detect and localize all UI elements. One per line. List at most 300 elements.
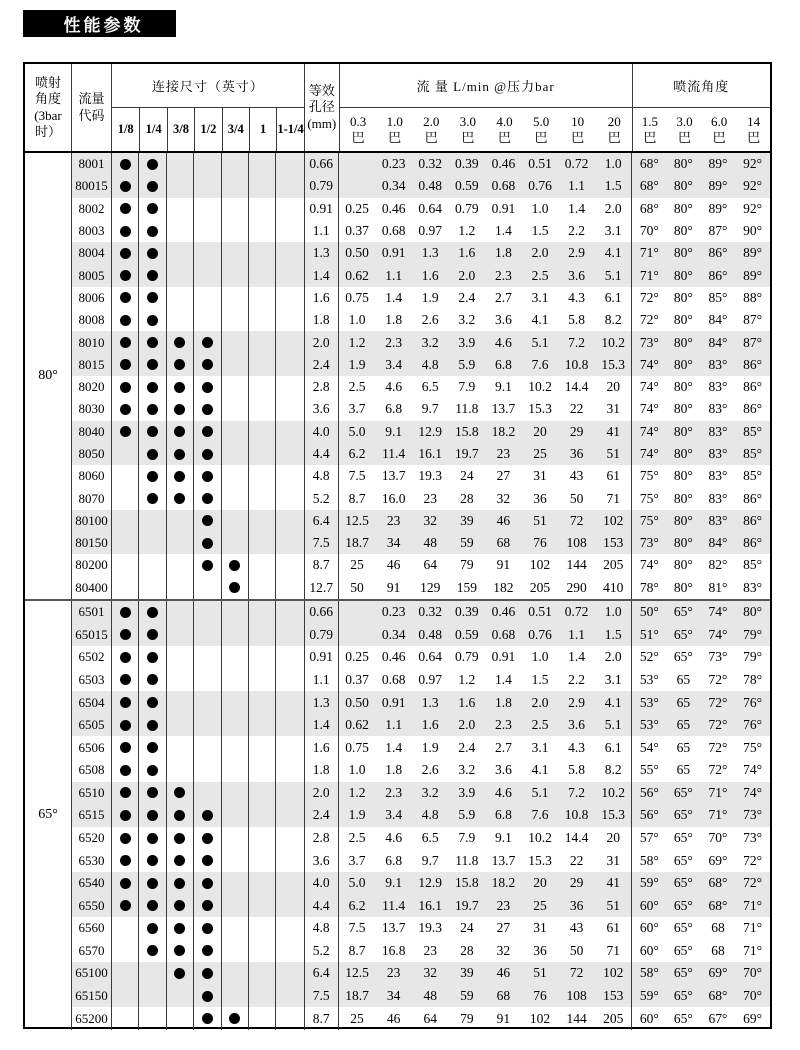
- connection-cell: [222, 443, 249, 465]
- available-dot-icon: [147, 359, 158, 370]
- flow-value-cell: 2.5: [531, 717, 549, 733]
- connection-cell: [139, 153, 166, 175]
- flow-code-cell: 65015: [72, 624, 112, 647]
- performance-table: [23, 62, 772, 1029]
- connection-cell: [139, 714, 166, 737]
- connection-cell: [276, 872, 303, 895]
- spray-angle-cell: 72°: [743, 852, 763, 868]
- header-pressure-value: 4.0: [496, 113, 513, 129]
- connection-cell: [167, 242, 194, 264]
- table-row: [72, 465, 770, 487]
- header-pressure-value: 20: [607, 113, 621, 129]
- connection-cell: [276, 759, 303, 782]
- connection-cell: [112, 714, 139, 737]
- header-orifice-line: 孔径: [308, 99, 335, 115]
- connection-cell: [139, 198, 166, 220]
- spray-angle-cell: 80°: [673, 468, 693, 484]
- flow-value-cell: 72: [569, 512, 584, 528]
- connection-cell: [222, 264, 249, 286]
- orifice-cell: 0.79: [304, 624, 339, 647]
- flow-value-cell: 9.7: [421, 401, 439, 417]
- flow-code-cell: 6505: [72, 714, 112, 737]
- flow-value-cell: 2.0: [531, 245, 549, 261]
- flow-value-cell: 4.1: [604, 245, 622, 261]
- flow-value-cell: 19.7: [455, 897, 479, 913]
- flow-value-cell: 16.1: [418, 446, 443, 461]
- connection-cell: [276, 849, 303, 872]
- available-dot-icon: [202, 471, 213, 482]
- flow-code-cell: 6550: [72, 894, 112, 917]
- connection-cell: [249, 465, 276, 487]
- connection-cell: [222, 646, 249, 669]
- spray-angle-cell: 65°: [673, 1010, 693, 1026]
- connection-cell: [222, 894, 249, 917]
- available-dot-icon: [147, 426, 158, 437]
- connection-cell: [167, 601, 194, 624]
- flow-value-cell: 102: [529, 557, 551, 573]
- header-flow-title: 流 量 L/min @压力bar: [340, 64, 632, 108]
- connection-cell: [194, 985, 221, 1008]
- spray-angle-cell: 59°: [631, 985, 666, 1008]
- connection-cell: [249, 532, 276, 554]
- spray-angle-cell: 53°: [631, 714, 666, 737]
- flow-value-cell: 159: [456, 579, 477, 595]
- available-dot-icon: [120, 720, 131, 731]
- pressure-unit-label: 巴: [747, 129, 761, 145]
- spray-angle-cell: 73°: [743, 830, 763, 845]
- flow-value-cell: 0.72: [564, 604, 589, 620]
- flow-value-cell: 0.34: [381, 626, 406, 642]
- connection-cell: [112, 287, 139, 309]
- connection-cell: [222, 872, 249, 895]
- connection-cell: [276, 443, 303, 465]
- available-dot-icon: [174, 426, 185, 437]
- connection-cell: [222, 1007, 249, 1030]
- connection-cell: [167, 804, 194, 827]
- available-dot-icon: [120, 652, 131, 663]
- connection-cell: [139, 917, 166, 940]
- connection-cell: [139, 443, 166, 465]
- flow-value-cell: 2.0: [458, 717, 476, 733]
- connection-cell: [222, 532, 249, 554]
- flow-code-cell: 6510: [72, 782, 112, 805]
- flow-value-cell: 3.2: [421, 334, 439, 350]
- spray-angle-cell: 65°: [673, 897, 693, 913]
- flow-value-cell: 25: [533, 446, 547, 461]
- orifice-cell: 4.0: [304, 872, 339, 895]
- flow-value-cell: 3.2: [458, 762, 476, 778]
- connection-cell: [112, 577, 139, 599]
- spray-angle-cell: 89°: [708, 178, 728, 194]
- connection-cell: [112, 894, 139, 917]
- connection-cell: [112, 220, 139, 242]
- flow-value-cell: 59: [460, 535, 474, 551]
- flow-value-cell: 0.46: [491, 156, 516, 172]
- flow-value-cell: 15.3: [601, 807, 625, 823]
- flow-value-cell: 4.6: [494, 784, 512, 800]
- connection-cell: [167, 220, 194, 242]
- flow-value-cell: 1.2: [458, 671, 476, 687]
- flow-value-cell: 14.4: [564, 379, 589, 395]
- connection-cell: [276, 646, 303, 669]
- flow-value-cell: 1.0: [604, 156, 622, 172]
- spray-angle-cell: 74°: [631, 421, 666, 443]
- spray-angle-cell: 84°: [708, 535, 728, 551]
- orifice-cell: 1.4: [304, 714, 339, 737]
- flow-value-cell: 8.7: [348, 942, 366, 958]
- flow-value-cell: 1.5: [604, 178, 622, 194]
- connection-cell: [276, 601, 303, 624]
- available-dot-icon: [120, 674, 131, 685]
- connection-cell: [167, 421, 194, 443]
- connection-cell: [249, 962, 276, 985]
- spray-angle-cell: 80°: [673, 223, 693, 239]
- header-size-3/4: 3/4: [222, 108, 249, 151]
- flow-value-cell: 28: [460, 942, 474, 958]
- spray-angle-cell: 74°: [743, 784, 763, 800]
- available-dot-icon: [147, 315, 158, 326]
- flow-value-cell: 9.1: [385, 875, 403, 891]
- flow-value-cell: 0.50: [345, 694, 369, 710]
- connection-cell: [276, 354, 303, 376]
- spray-angle-cell: 85°: [743, 446, 763, 461]
- flow-value-cell: 5.1: [604, 267, 622, 283]
- connection-cell: [222, 421, 249, 443]
- flow-value-cell: 1.1: [568, 626, 586, 642]
- table-row: [72, 894, 770, 917]
- spray-angle-cell: 69°: [708, 852, 728, 868]
- connection-cell: [194, 577, 221, 599]
- connection-cell: [112, 443, 139, 465]
- connection-cell: [222, 175, 249, 197]
- available-dot-icon: [147, 742, 158, 753]
- flow-value-cell: 102: [603, 965, 624, 981]
- header-size-1/4: 1/4: [139, 108, 166, 151]
- available-dot-icon: [202, 810, 213, 821]
- spray-angle-cell: 65: [676, 739, 691, 755]
- connection-cell: [249, 736, 276, 759]
- connection-cell: [222, 465, 249, 487]
- flow-value-cell: 3.1: [604, 223, 622, 239]
- connection-cell: [222, 198, 249, 220]
- flow-value-cell: 0.79: [455, 200, 479, 216]
- flow-value-cell: 2.0: [531, 694, 549, 710]
- flow-value-cell: 205: [603, 1010, 624, 1026]
- connection-cell: [194, 153, 221, 175]
- spray-angle-cell: 83°: [708, 490, 728, 506]
- flow-value-cell: 1.9: [421, 289, 439, 305]
- flow-code-cell: 65200: [72, 1007, 112, 1030]
- spray-angle-cell: 80°: [673, 156, 693, 172]
- connection-cell: [222, 917, 249, 940]
- flow-value-cell: 79: [460, 1010, 474, 1026]
- connection-cell: [222, 601, 249, 624]
- header-orifice: [304, 64, 339, 151]
- connection-cell: [167, 782, 194, 805]
- table-row: [72, 264, 770, 286]
- connection-cell: [139, 287, 166, 309]
- spray-angle-cell: 68°: [708, 897, 728, 913]
- connection-cell: [222, 714, 249, 737]
- spray-angle-cell: 80°: [673, 267, 693, 283]
- header-spray-angle-line: 时）: [34, 123, 61, 139]
- connection-cell: [112, 153, 139, 175]
- spray-angle-cell: 80°: [673, 178, 693, 194]
- spray-angle-cell: 89°: [708, 156, 728, 172]
- orifice-cell: 6.4: [304, 510, 339, 532]
- header-spray-pressure-6.0: [702, 108, 737, 151]
- section-angle-label: 80°: [25, 153, 72, 599]
- connection-cell: [194, 601, 221, 624]
- flow-value-cell: 19.7: [455, 446, 479, 461]
- flow-value-cell: 144: [566, 557, 587, 573]
- connection-cell: [167, 309, 194, 331]
- connection-cell: [249, 646, 276, 669]
- connection-cell: [194, 554, 221, 576]
- flow-value-cell: 2.6: [421, 312, 439, 328]
- spray-angle-cell: 56°: [631, 782, 666, 805]
- flow-value-cell: 11.8: [455, 401, 479, 417]
- table-row: [72, 827, 770, 850]
- flow-value-cell: 1.5: [531, 671, 549, 687]
- flow-value-cell: 0.25: [345, 200, 369, 216]
- spray-angle-cell: 67°: [708, 1010, 728, 1026]
- spray-angle-cell: 68°: [708, 875, 728, 891]
- connection-cell: [249, 264, 276, 286]
- flow-value-cell: 1.4: [568, 649, 586, 665]
- flow-value-cell: 13.7: [491, 401, 516, 417]
- flow-value-cell: 1.0: [604, 604, 622, 620]
- spray-angle-cell: 85°: [708, 289, 728, 305]
- table-header: [25, 64, 770, 153]
- flow-value-cell: 2.2: [568, 671, 586, 687]
- flow-value-cell: 28: [460, 490, 474, 506]
- connection-cell: [139, 465, 166, 487]
- flow-value-cell: 15.3: [528, 852, 552, 868]
- connection-cell: [249, 849, 276, 872]
- flow-value-cell: 3.1: [604, 671, 622, 687]
- connection-cell: [167, 849, 194, 872]
- flow-value-cell: 0.23: [381, 604, 406, 620]
- connection-cell: [222, 940, 249, 963]
- flow-value-cell: 4.3: [568, 739, 586, 755]
- flow-value-cell: 2.2: [568, 223, 586, 239]
- pressure-unit-label: 巴: [351, 129, 365, 145]
- flow-value-cell: 108: [566, 535, 587, 551]
- flow-code-cell: 8010: [72, 331, 112, 353]
- spray-angle-cell: 65: [676, 717, 691, 733]
- flow-value-cell: 2.7: [494, 739, 512, 755]
- flow-code-cell: 80200: [72, 554, 112, 576]
- flow-value-cell: 10.8: [564, 807, 589, 823]
- spray-angle-cell: 88°: [743, 289, 763, 305]
- table-row: [72, 962, 770, 985]
- flow-value-cell: 0.91: [491, 649, 516, 665]
- connection-cell: [194, 872, 221, 895]
- connection-cell: [194, 962, 221, 985]
- flow-value-cell: 19.3: [418, 468, 443, 484]
- available-dot-icon: [202, 359, 213, 370]
- flow-value-cell: 0.64: [418, 200, 443, 216]
- connection-cell: [249, 940, 276, 963]
- spray-angle-cell: 85°: [743, 557, 763, 573]
- flow-value-cell: 0.34: [381, 178, 406, 194]
- pressure-unit-label: 巴: [643, 129, 657, 145]
- available-dot-icon: [174, 945, 185, 956]
- spray-angle-cell: 83°: [708, 356, 728, 372]
- flow-value-cell: [339, 601, 376, 624]
- available-dot-icon: [202, 1013, 213, 1024]
- flow-value-cell: 23: [386, 512, 401, 528]
- spray-angle-cell: 72°: [708, 739, 728, 755]
- spray-angle-cell: 51°: [631, 624, 666, 647]
- connection-cell: [276, 309, 303, 331]
- flow-value-cell: 18.2: [491, 875, 516, 891]
- flow-value-cell: 0.97: [418, 671, 443, 687]
- table-row: [72, 421, 770, 443]
- spray-angle-cell: 86°: [708, 245, 728, 261]
- connection-cell: [167, 577, 194, 599]
- available-dot-icon: [147, 292, 158, 303]
- spray-angle-cell: 92°: [743, 178, 763, 194]
- flow-value-cell: 1.6: [421, 267, 439, 283]
- spray-angle-cell: 69°: [708, 965, 728, 981]
- flow-value-cell: 46: [386, 1010, 401, 1026]
- table-row: [72, 782, 770, 805]
- connection-cell: [167, 264, 194, 286]
- flow-value-cell: 6.2: [348, 446, 366, 461]
- section-angle-label: 65°: [25, 601, 72, 1030]
- flow-value-cell: 5.9: [458, 807, 476, 823]
- flow-value-cell: 71: [606, 942, 620, 958]
- header-pressure-value: 5.0: [532, 113, 550, 129]
- flow-value-cell: 25: [533, 897, 547, 913]
- connection-cell: [222, 510, 249, 532]
- connection-cell: [249, 601, 276, 624]
- flow-value-cell: 11.4: [382, 897, 406, 913]
- flow-value-cell: 43: [569, 920, 584, 936]
- spray-angle-cell: 85°: [743, 423, 763, 439]
- connection-cell: [139, 601, 166, 624]
- connection-cell: [194, 940, 221, 963]
- connection-cell: [194, 264, 221, 286]
- available-dot-icon: [120, 765, 131, 776]
- connection-cell: [194, 804, 221, 827]
- flow-value-cell: 2.4: [458, 289, 476, 305]
- connection-cell: [276, 669, 303, 692]
- available-dot-icon: [120, 292, 131, 303]
- flow-value-cell: 61: [606, 468, 620, 484]
- orifice-cell: 1.1: [304, 669, 339, 692]
- table-row: [72, 242, 770, 264]
- available-dot-icon: [202, 337, 213, 348]
- flow-value-cell: 2.7: [494, 289, 512, 305]
- flow-value-cell: 1.9: [421, 739, 439, 755]
- connection-cell: [139, 827, 166, 850]
- flow-value-cell: 24: [460, 468, 474, 484]
- spray-angle-cell: 83°: [708, 512, 728, 528]
- flow-value-cell: 36: [569, 897, 584, 913]
- flow-code-cell: 65100: [72, 962, 112, 985]
- flow-value-cell: 6.8: [494, 807, 512, 823]
- flow-value-cell: 13.7: [381, 468, 406, 484]
- connection-cell: [222, 487, 249, 509]
- connection-cell: [139, 985, 166, 1008]
- header-pressure-0.3: [340, 108, 377, 151]
- connection-cell: [194, 510, 221, 532]
- flow-value-cell: 102: [529, 1010, 551, 1026]
- connection-cell: [167, 487, 194, 509]
- flow-code-cell: 8020: [72, 376, 112, 398]
- connection-cell: [194, 354, 221, 376]
- flow-value-cell: 31: [533, 468, 547, 484]
- available-dot-icon: [120, 810, 131, 821]
- spray-angle-cell: 80°: [673, 579, 693, 595]
- spray-angle-cell: 79°: [743, 626, 763, 642]
- flow-code-cell: 6515: [72, 804, 112, 827]
- flow-value-cell: 1.9: [348, 807, 366, 823]
- orifice-cell: 0.91: [304, 198, 339, 220]
- flow-value-cell: 6.8: [385, 852, 403, 868]
- flow-code-cell: 8005: [72, 264, 112, 286]
- spray-angle-cell: 85°: [743, 468, 763, 484]
- connection-cell: [222, 736, 249, 759]
- header-pressure-20: [596, 108, 633, 151]
- flow-value-cell: 0.62: [345, 717, 369, 733]
- flow-value-cell: 1.0: [531, 200, 549, 216]
- spray-angle-cell: 50°: [631, 601, 666, 624]
- flow-value-cell: 50: [569, 942, 584, 958]
- flow-value-cell: 7.2: [568, 334, 586, 350]
- connection-cell: [167, 691, 194, 714]
- available-dot-icon: [174, 787, 185, 798]
- flow-value-cell: 8.2: [604, 312, 622, 328]
- available-dot-icon: [147, 382, 158, 393]
- available-dot-icon: [147, 226, 158, 237]
- connection-cell: [112, 601, 139, 624]
- spray-angle-cell: 65°: [673, 626, 693, 642]
- connection-cell: [139, 782, 166, 805]
- spray-angle-cell: 84°: [708, 312, 728, 328]
- flow-code-cell: 80100: [72, 510, 112, 532]
- flow-value-cell: 12.5: [345, 512, 369, 528]
- spray-angle-cell: 68: [711, 920, 725, 936]
- flow-value-cell: 0.51: [528, 604, 552, 620]
- flow-value-cell: 1.0: [348, 312, 366, 328]
- flow-value-cell: 9.1: [385, 423, 403, 439]
- flow-value-cell: 3.6: [494, 762, 512, 778]
- available-dot-icon: [202, 493, 213, 504]
- connection-cell: [276, 376, 303, 398]
- available-dot-icon: [202, 426, 213, 437]
- available-dot-icon: [229, 560, 240, 571]
- connection-cell: [112, 554, 139, 576]
- flow-value-cell: 5.9: [458, 356, 476, 372]
- connection-cell: [112, 242, 139, 264]
- available-dot-icon: [120, 697, 131, 708]
- available-dot-icon: [202, 900, 213, 911]
- orifice-cell: 7.5: [304, 985, 339, 1008]
- available-dot-icon: [147, 810, 158, 821]
- available-dot-icon: [202, 878, 213, 889]
- connection-cell: [194, 1007, 221, 1030]
- header-flow-code: [72, 64, 112, 151]
- flow-value-cell: 23: [496, 897, 511, 913]
- flow-value-cell: 6.8: [494, 356, 512, 372]
- connection-cell: [194, 198, 221, 220]
- spray-angle-cell: 60°: [631, 940, 666, 963]
- available-dot-icon: [147, 697, 158, 708]
